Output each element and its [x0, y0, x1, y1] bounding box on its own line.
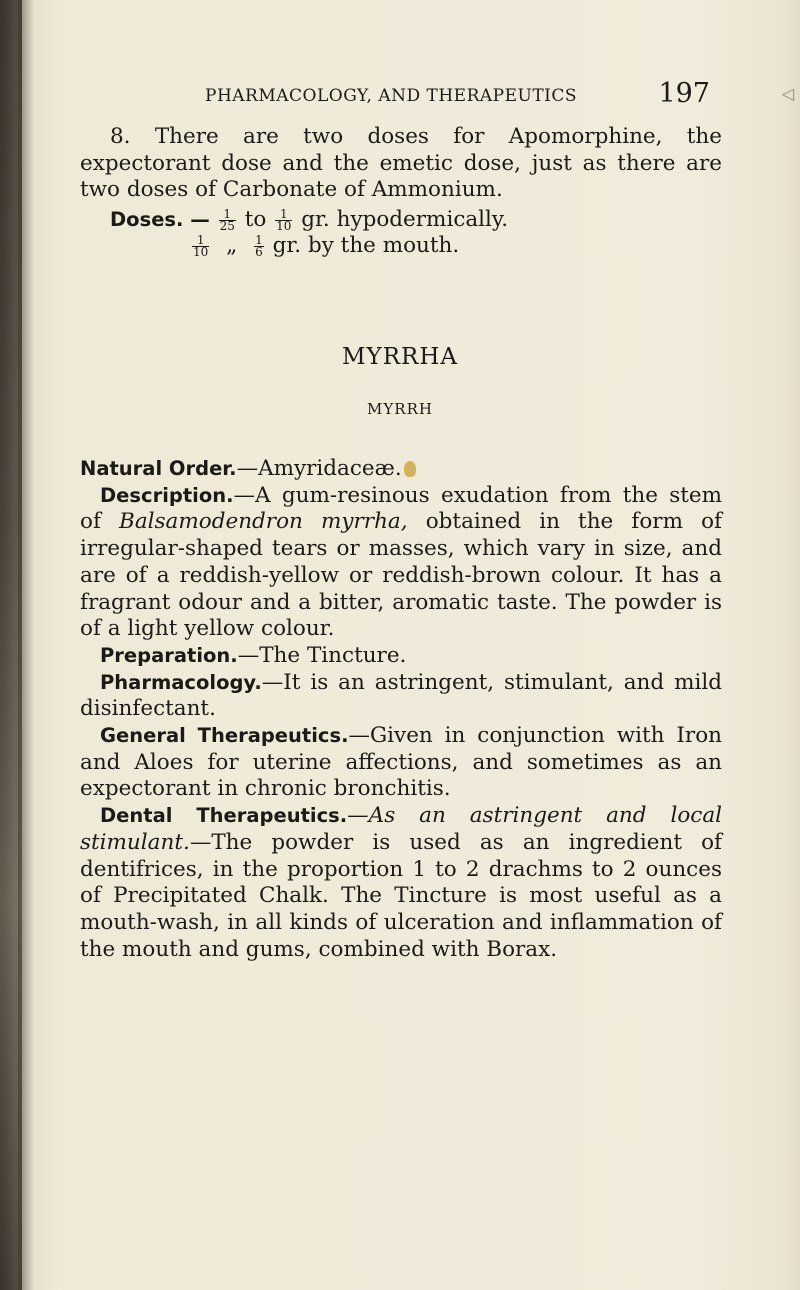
pharmacology-text: —It is an astringent, stimulant, and mild disinfectant. [80, 669, 722, 722]
fraction-dose2-to [254, 232, 264, 259]
dose1-text: gr. hypodermically. [301, 207, 509, 232]
preparation-text: —The Tincture. [237, 642, 407, 668]
natural-order-label: Natural Order. [80, 457, 237, 480]
natural-order-entry [80, 456, 722, 483]
fraction-dose2-from [192, 232, 209, 259]
stain-mark [404, 461, 416, 477]
fraction-dose1-from [219, 206, 236, 233]
item-number: 8. [110, 124, 131, 149]
dental-therapeutics-italic: As an astringent and local stimulant. [80, 803, 723, 855]
dental-therapeutics-dash: — [347, 803, 369, 829]
description-text-after: obtained in the form of irregular-shaped tears or masses, which vary in size, and are of a reddish-yellow or reddish-brown colour. It has a fragrant odour and a bitter, aromatic taste. The powder is of a light yellow colour. [80, 509, 722, 642]
ditto-mark: „ [226, 233, 238, 258]
preparation-entry [80, 643, 722, 670]
description-botanical-name: Balsamodendron myrrha, [119, 509, 408, 535]
frac-den: 10 [276, 218, 292, 233]
dose-line-2 [190, 233, 730, 260]
dental-therapeutics-text: —The powder is used as an ingredient of dentifrices, in the proportion 1 to 2 drachms to 2 ounces of Precipitated Chalk. The Tincture is most useful as a mouth-wash, in all kinds of ulceration and inflammation of the mouth and gums, combined with Borax. [80, 829, 722, 962]
description-label: Description. [100, 483, 234, 507]
dose2-text: gr. by the mouth. [272, 233, 460, 258]
myrrha-entries [80, 456, 722, 963]
apomorphine-text: There are two doses for Apomorphine, the expectorant dose and the emetic dose, just as there are two doses of Carbonate of Ammonium. [80, 124, 722, 203]
dental-therapeutics-entry [80, 803, 722, 963]
apomorphine-paragraph [80, 124, 722, 204]
frac-den: 25 [219, 218, 235, 233]
gutter-shadow [18, 0, 34, 1290]
dose-line-1 [110, 207, 710, 234]
natural-order-text: —Amyridaceæ. [236, 456, 402, 481]
doses-label: Doses. — [110, 208, 210, 231]
page-number: 197 [658, 78, 710, 109]
description-text-before: —A gum-resinous exudation from the stem of [80, 482, 722, 535]
frac-den: 6 [255, 244, 263, 259]
running-header [205, 78, 710, 110]
to-word: to [244, 207, 267, 232]
description-entry [80, 483, 722, 643]
general-therapeutics-label: General Therapeutics. [100, 724, 349, 748]
frac-num: 1 [192, 235, 209, 247]
section-subtitle: MYRRH [367, 400, 433, 418]
page-corner-mark: ◁ [781, 84, 794, 103]
general-therapeutics-entry [80, 723, 722, 803]
pharmacology-label: Pharmacology. [100, 670, 262, 694]
frac-num: 1 [255, 232, 263, 247]
fraction-dose1-to [275, 206, 292, 233]
general-therapeutics-text: —Given in conjunction with Iron and Aloes for uterine affections, and sometimes as an expectorant in chronic bronchitis. [80, 723, 722, 802]
dental-therapeutics-label: Dental Therapeutics. [100, 804, 348, 828]
frac-den: 10 [193, 244, 209, 259]
preparation-label: Preparation. [100, 643, 238, 667]
frac-num: 1 [275, 209, 292, 221]
section-title: MYRRHA [341, 344, 459, 370]
running-title: PHARMACOLOGY, AND THERAPEUTICS [205, 86, 578, 106]
frac-num: 1 [219, 209, 236, 221]
pharmacology-entry [80, 670, 722, 723]
